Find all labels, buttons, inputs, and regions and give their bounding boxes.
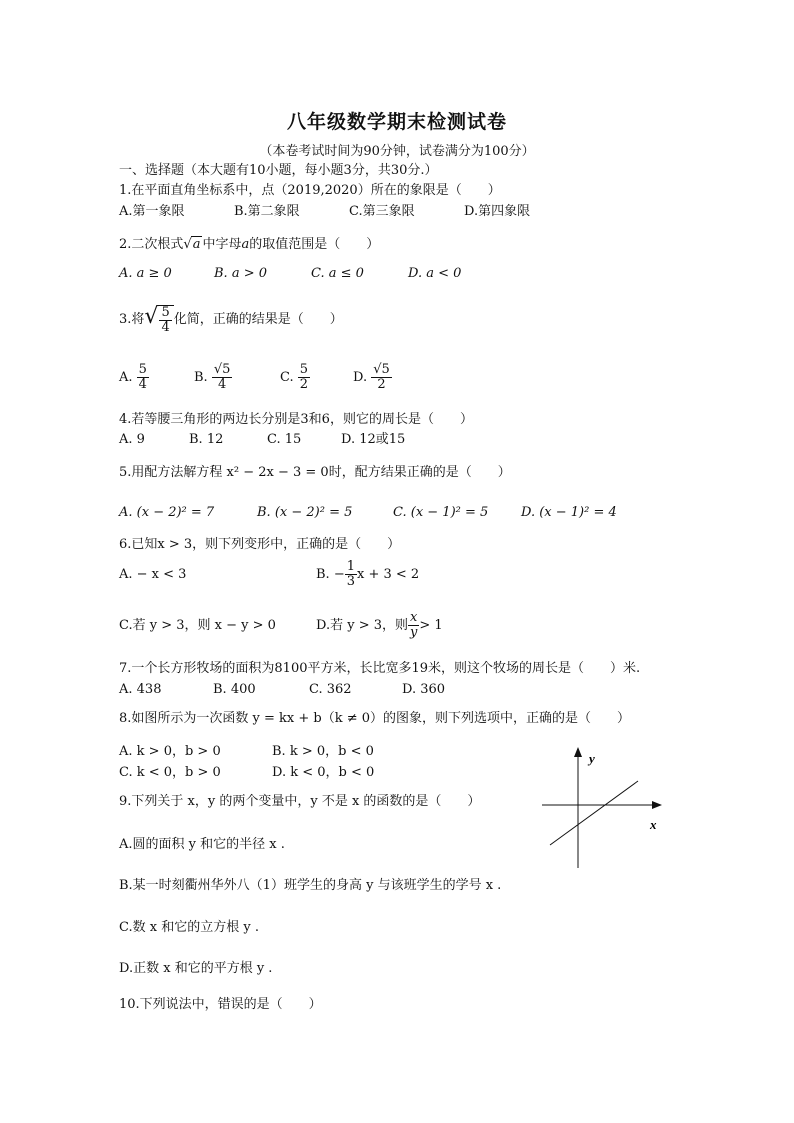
- q3-option-c-fraction: [298, 363, 310, 392]
- q6-option-b-pre: B. −: [316, 567, 345, 582]
- denominator: 3: [346, 574, 355, 589]
- q3-option-d-fraction: [371, 363, 392, 392]
- q10-stem: 10.下列说法中，错误的是（ ）: [119, 997, 322, 1012]
- q3-option-b-fraction: [212, 363, 233, 392]
- denominator: 4: [217, 377, 227, 392]
- q6-option-b: [316, 555, 419, 595]
- q9-option-a: A.圆的面积 y 和它的半径 x .: [119, 837, 285, 852]
- q5-option-c: C. (x − 1)² = 5: [393, 505, 489, 520]
- numerator: √5: [213, 362, 231, 377]
- q8-option-c: C. k < 0，b > 0: [119, 765, 221, 780]
- q3-option-c-label: C.: [280, 370, 294, 385]
- q4-option-c: C. 15: [267, 432, 302, 447]
- q1-option-a: A.第一象限: [119, 204, 185, 219]
- numerator: 5: [138, 362, 147, 377]
- q2-option-d: D. a < 0: [408, 266, 462, 281]
- denominator: y: [410, 625, 418, 640]
- q3-option-d-label: D.: [353, 370, 368, 385]
- q8-option-d: D. k < 0，b < 0: [272, 765, 375, 780]
- q5-option-d: D. (x − 1)² = 4: [521, 505, 617, 520]
- radical-sign: √: [183, 237, 192, 252]
- function-line: [550, 781, 638, 845]
- q2-option-b: B. a > 0: [214, 266, 267, 281]
- section-1-heading: 一、选择题（本大题有10小题，每小题3分，共30分.）: [119, 163, 438, 178]
- q6-option-d-pre: D.若 y > 3，则: [316, 618, 408, 633]
- q6-option-b-post: x + 3 < 2: [357, 567, 420, 582]
- q8-option-a: A. k > 0，b > 0: [119, 744, 221, 759]
- y-axis-label: y: [589, 751, 595, 766]
- q1-option-d: D.第四象限: [464, 204, 531, 219]
- q1-option-b: B.第二象限: [234, 204, 300, 219]
- denominator: 2: [377, 377, 386, 392]
- q5-stem: 5.用配方法解方程 x² − 2x − 3 = 0时，配方结果正确的是（ ）: [119, 465, 511, 480]
- q3-denominator: 4: [161, 319, 170, 335]
- x-axis-label: x: [650, 817, 657, 832]
- q6-option-b-fraction: [345, 560, 357, 589]
- q8-option-b: B. k > 0，b < 0: [272, 744, 374, 759]
- q3-stem-pre: 3.将: [119, 312, 145, 327]
- q9-option-c: C.数 x 和它的立方根 y .: [119, 920, 259, 935]
- q4-option-b: B. 12: [189, 432, 224, 447]
- q2-option-c: C. a ≤ 0: [311, 266, 364, 281]
- q3-option-b-label: B.: [194, 370, 208, 385]
- x-axis-arrow: [652, 801, 662, 809]
- q9-stem: 9.下列关于 x，y 的两个变量中，y 不是 x 的函数的是（ ）: [119, 794, 481, 809]
- q7-option-b: B. 400: [213, 682, 256, 697]
- q6-option-d: [316, 606, 443, 646]
- q3-stem: [119, 297, 343, 340]
- q2-stem-post: 的取值范围是（ ）: [249, 237, 380, 252]
- exam-title: 八年级数学期末检测试卷: [286, 111, 507, 133]
- q5-option-a: A. (x − 2)² = 7: [119, 505, 215, 520]
- q7-stem: 7.一个长方形牧场的面积为8100平方米，长比宽多19米，则这个牧场的周长是（ ）米.: [119, 661, 641, 676]
- q4-stem: 4.若等腰三角形的两边长分别是3和6，则它的周长是（ ）: [119, 412, 473, 427]
- q9-option-d: D.正数 x 和它的平方根 y .: [119, 961, 273, 976]
- q3-option-c: [280, 356, 310, 400]
- denominator: 2: [299, 377, 309, 392]
- q6-option-d-fraction: [408, 611, 419, 640]
- q4-option-d: D. 12或15: [341, 432, 406, 447]
- q2-stem-pre: 2.二次根式: [119, 237, 184, 252]
- exam-subtitle: （本卷考试时间为90分钟，试卷满分为100分）: [259, 144, 535, 159]
- q3-option-b: [194, 356, 232, 400]
- q6-option-d-post: > 1: [419, 618, 443, 633]
- q7-option-d: D. 360: [402, 682, 446, 697]
- q2-stem-var: a: [241, 237, 250, 252]
- q3-stem-post: 化简，正确的结果是（ ）: [173, 312, 343, 327]
- q2-option-a: A. a ≥ 0: [119, 266, 172, 281]
- q6-stem: 6.已知x > 3，则下列变形中，正确的是（ ）: [119, 537, 401, 552]
- numerator: 5: [299, 362, 309, 377]
- q3-option-a-label: A.: [119, 370, 133, 385]
- q2-radicand: a: [192, 237, 201, 252]
- q3-option-a: [119, 356, 149, 400]
- q3-fraction: [157, 305, 173, 335]
- q2-stem-mid: 中字母: [202, 237, 242, 252]
- q7-option-c: C. 362: [309, 682, 352, 697]
- q3-option-d: [353, 356, 392, 400]
- q6-option-a: A. − x < 3: [119, 567, 187, 582]
- radical-sign: √: [144, 304, 159, 329]
- y-axis-arrow: [574, 747, 582, 757]
- q3-numerator: 5: [161, 304, 170, 320]
- q4-option-a: A. 9: [119, 432, 145, 447]
- q8-stem: 8.如图所示为一次函数 y = kx + b（k ≠ 0）的图象，则下列选项中，正确的是（ ）: [119, 711, 631, 726]
- numerator: 1: [346, 559, 355, 574]
- q1-option-c: C.第三象限: [349, 204, 415, 219]
- q8-linear-function-graph: [538, 745, 668, 870]
- q9-option-b: B.某一时刻衢州华外八（1）班学生的身高 y 与该班学生的学号 x .: [119, 878, 502, 893]
- q1-stem: 1.在平面直角坐标系中，点（2019,2020）所在的象限是（ ）: [119, 183, 501, 198]
- numerator: x: [408, 611, 419, 626]
- q5-option-b: B. (x − 2)² = 5: [257, 505, 353, 520]
- numerator: √5: [373, 362, 390, 377]
- q2-stem: [119, 236, 379, 253]
- denominator: 4: [138, 377, 147, 392]
- q7-option-a: A. 438: [119, 682, 162, 697]
- q6-option-c: C.若 y > 3，则 x − y > 0: [119, 618, 276, 633]
- q3-option-a-fraction: [137, 363, 149, 392]
